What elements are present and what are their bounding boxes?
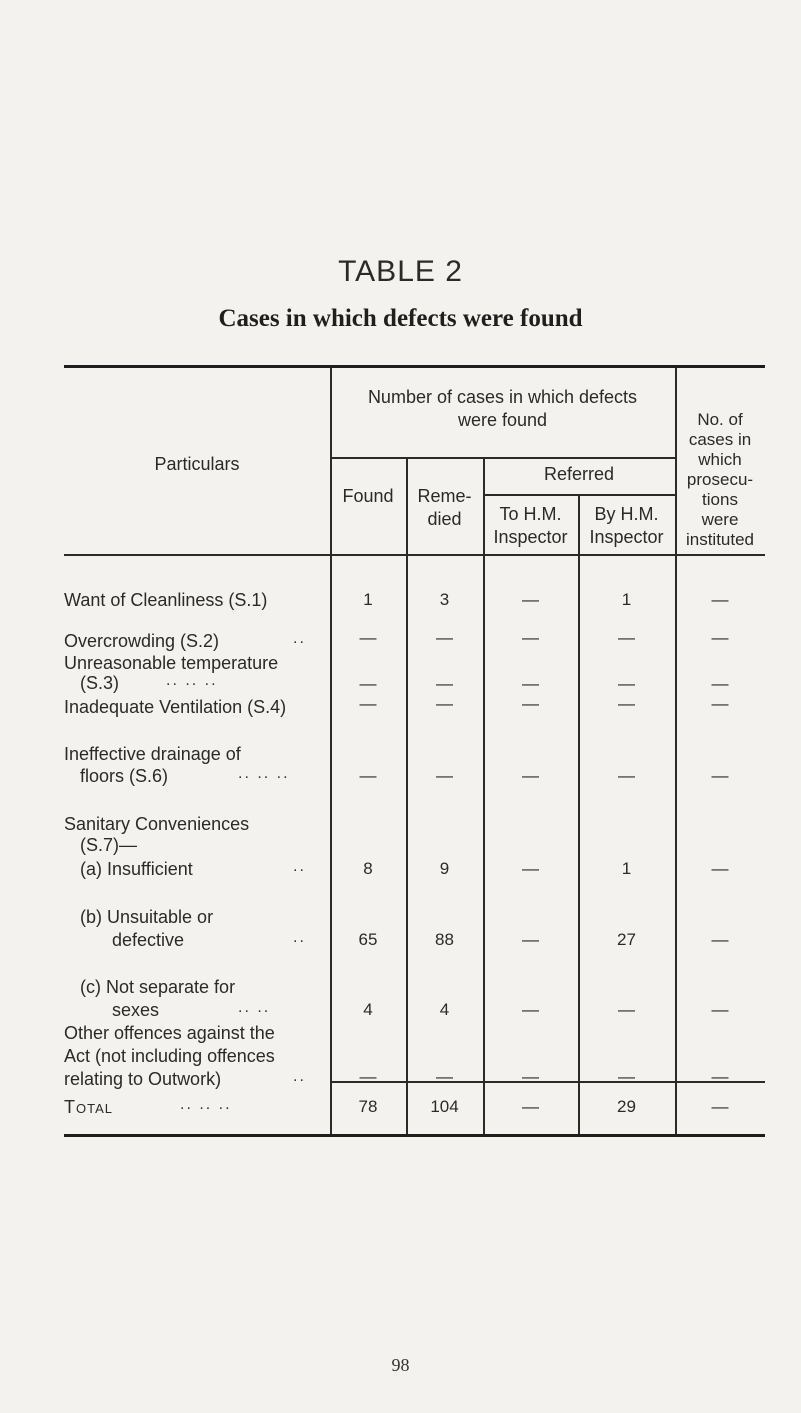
header-prosecutions-line: cases in	[688, 430, 752, 449]
leader-dots: .. ..	[238, 999, 271, 1016]
cell-remedied: 88	[435, 930, 454, 949]
cell-prosecutions: —	[711, 674, 729, 693]
cell-prosecutions: —	[711, 1000, 729, 1019]
cell-to-hm: —	[522, 859, 539, 878]
row-label-cont: relating to Outwork)	[64, 1069, 222, 1089]
page-number: 98	[391, 1355, 410, 1375]
cell-found: —	[359, 694, 377, 713]
header-prosecutions-line: prosecu-	[686, 470, 754, 489]
header-found: Found	[342, 486, 394, 506]
cell-to-hm: —	[522, 674, 539, 693]
row-label: Inadequate Ventilation (S.4)	[64, 697, 287, 717]
leader-dots: .. .. ..	[166, 672, 218, 689]
cell-found: —	[359, 628, 377, 647]
total-found: 78	[358, 1097, 378, 1116]
header-group-line1: Number of cases in which defects	[367, 387, 638, 407]
header-by-hm	[578, 503, 675, 549]
header-bottom-line	[64, 554, 765, 556]
cell-by-hm: —	[618, 674, 635, 693]
row-label-cont: Act (not including offences	[64, 1046, 275, 1066]
cell-remedied: —	[436, 1067, 453, 1086]
total-by-hm: 29	[617, 1097, 636, 1116]
header-group-line2: were found	[457, 410, 548, 430]
leader-dots: .. .. ..	[238, 765, 290, 782]
row-label: Other offences against the	[64, 1023, 275, 1043]
row-label-cont: (a) Insufficient	[80, 859, 193, 879]
total-to-hm: —	[522, 1097, 539, 1116]
header-prosecutions-line: No. of	[697, 410, 743, 429]
header-prosecutions-line: instituted	[685, 530, 755, 549]
cell-by-hm: —	[618, 766, 635, 785]
row-label: Ineffective drainage of	[64, 744, 241, 764]
col-line-3	[483, 457, 485, 1134]
cell-remedied: 4	[439, 1000, 450, 1019]
table-title: TABLE 2	[338, 255, 463, 288]
row-label: Want of Cleanliness (S.1)	[64, 590, 268, 610]
cell-prosecutions: —	[711, 859, 729, 878]
cell-by-hm: —	[618, 628, 635, 647]
row-label-cont: (S.7)—	[80, 835, 138, 855]
bottom-rule	[64, 1134, 765, 1137]
header-to-hm	[483, 503, 578, 549]
cell-found: —	[359, 674, 377, 693]
header-remedied-line1: Reme-	[417, 486, 472, 506]
cell-by-hm: 1	[621, 590, 632, 609]
cell-prosecutions: —	[711, 766, 729, 785]
leader-dots: ..	[293, 1068, 306, 1085]
row-label-cont: sexes	[112, 1000, 160, 1020]
leader-dots: ..	[293, 630, 306, 647]
col-line-2	[406, 457, 408, 1134]
header-prosecutions-line: were	[701, 510, 739, 529]
row-label: Unreasonable temperature	[64, 653, 279, 673]
row-label-cont: defective	[112, 930, 185, 950]
cell-prosecutions: —	[711, 590, 729, 609]
cell-to-hm: —	[522, 766, 539, 785]
leader-dots: ..	[293, 929, 306, 946]
cell-prosecutions: —	[711, 930, 729, 949]
row-label: Sanitary Conveniences	[64, 814, 250, 834]
cell-remedied: 9	[439, 859, 450, 878]
table-subtitle: Cases in which defects were found	[218, 305, 583, 332]
cell-found: —	[359, 1067, 377, 1086]
cell-found: 8	[363, 859, 373, 878]
leader-dots: .. .. ..	[180, 1096, 232, 1113]
row-label-cont: floors (S.6)	[80, 766, 169, 786]
header-to-hm-line2: Inspector	[493, 527, 568, 547]
cell-to-hm: —	[522, 590, 539, 609]
cell-remedied: —	[436, 766, 453, 785]
cell-found: 65	[358, 930, 378, 949]
cell-to-hm: —	[522, 628, 539, 647]
row-label: (c) Not separate for	[80, 977, 236, 997]
group-subline	[330, 457, 675, 459]
header-to-hm-line1: To H.M.	[499, 504, 562, 524]
total-remedied: 104	[430, 1097, 459, 1116]
cell-by-hm: —	[618, 1000, 635, 1019]
cell-prosecutions: —	[711, 628, 729, 647]
header-remedied-line2: died	[427, 509, 462, 529]
cell-to-hm: —	[522, 1000, 539, 1019]
leader-dots: ..	[293, 858, 306, 875]
cell-by-hm: 27	[617, 930, 636, 949]
cell-by-hm: —	[618, 1067, 635, 1086]
header-referred: Referred	[543, 464, 615, 484]
cell-prosecutions: —	[711, 1067, 729, 1086]
cell-found: 1	[363, 590, 373, 609]
cell-by-hm: —	[618, 694, 635, 713]
total-prosecutions: —	[711, 1097, 729, 1116]
header-remedied	[406, 485, 483, 531]
row-label: (b) Unsuitable or	[80, 907, 214, 927]
cell-to-hm: —	[522, 694, 539, 713]
cell-to-hm: —	[522, 930, 539, 949]
top-rule	[64, 365, 765, 368]
header-prosecutions	[675, 410, 765, 550]
cell-remedied: —	[436, 694, 453, 713]
cell-remedied: —	[436, 674, 453, 693]
header-prosecutions-line: which	[698, 450, 742, 469]
cell-found: 4	[363, 1000, 373, 1019]
cell-remedied: —	[436, 628, 453, 647]
row-label-cont: (S.3)	[80, 673, 120, 693]
cell-found: —	[359, 766, 377, 785]
header-by-hm-line2: Inspector	[589, 527, 664, 547]
header-prosecutions-line: tions	[702, 490, 738, 509]
cell-prosecutions: —	[711, 694, 729, 713]
header-particulars: Particulars	[154, 454, 240, 474]
row-label: Overcrowding (S.2)	[64, 631, 220, 651]
header-by-hm-line1: By H.M.	[594, 504, 659, 524]
total-label: Total	[64, 1097, 113, 1117]
cell-to-hm: —	[522, 1067, 539, 1086]
cell-by-hm: 1	[621, 859, 632, 878]
cell-remedied: 3	[439, 590, 450, 609]
header-group	[330, 386, 675, 432]
